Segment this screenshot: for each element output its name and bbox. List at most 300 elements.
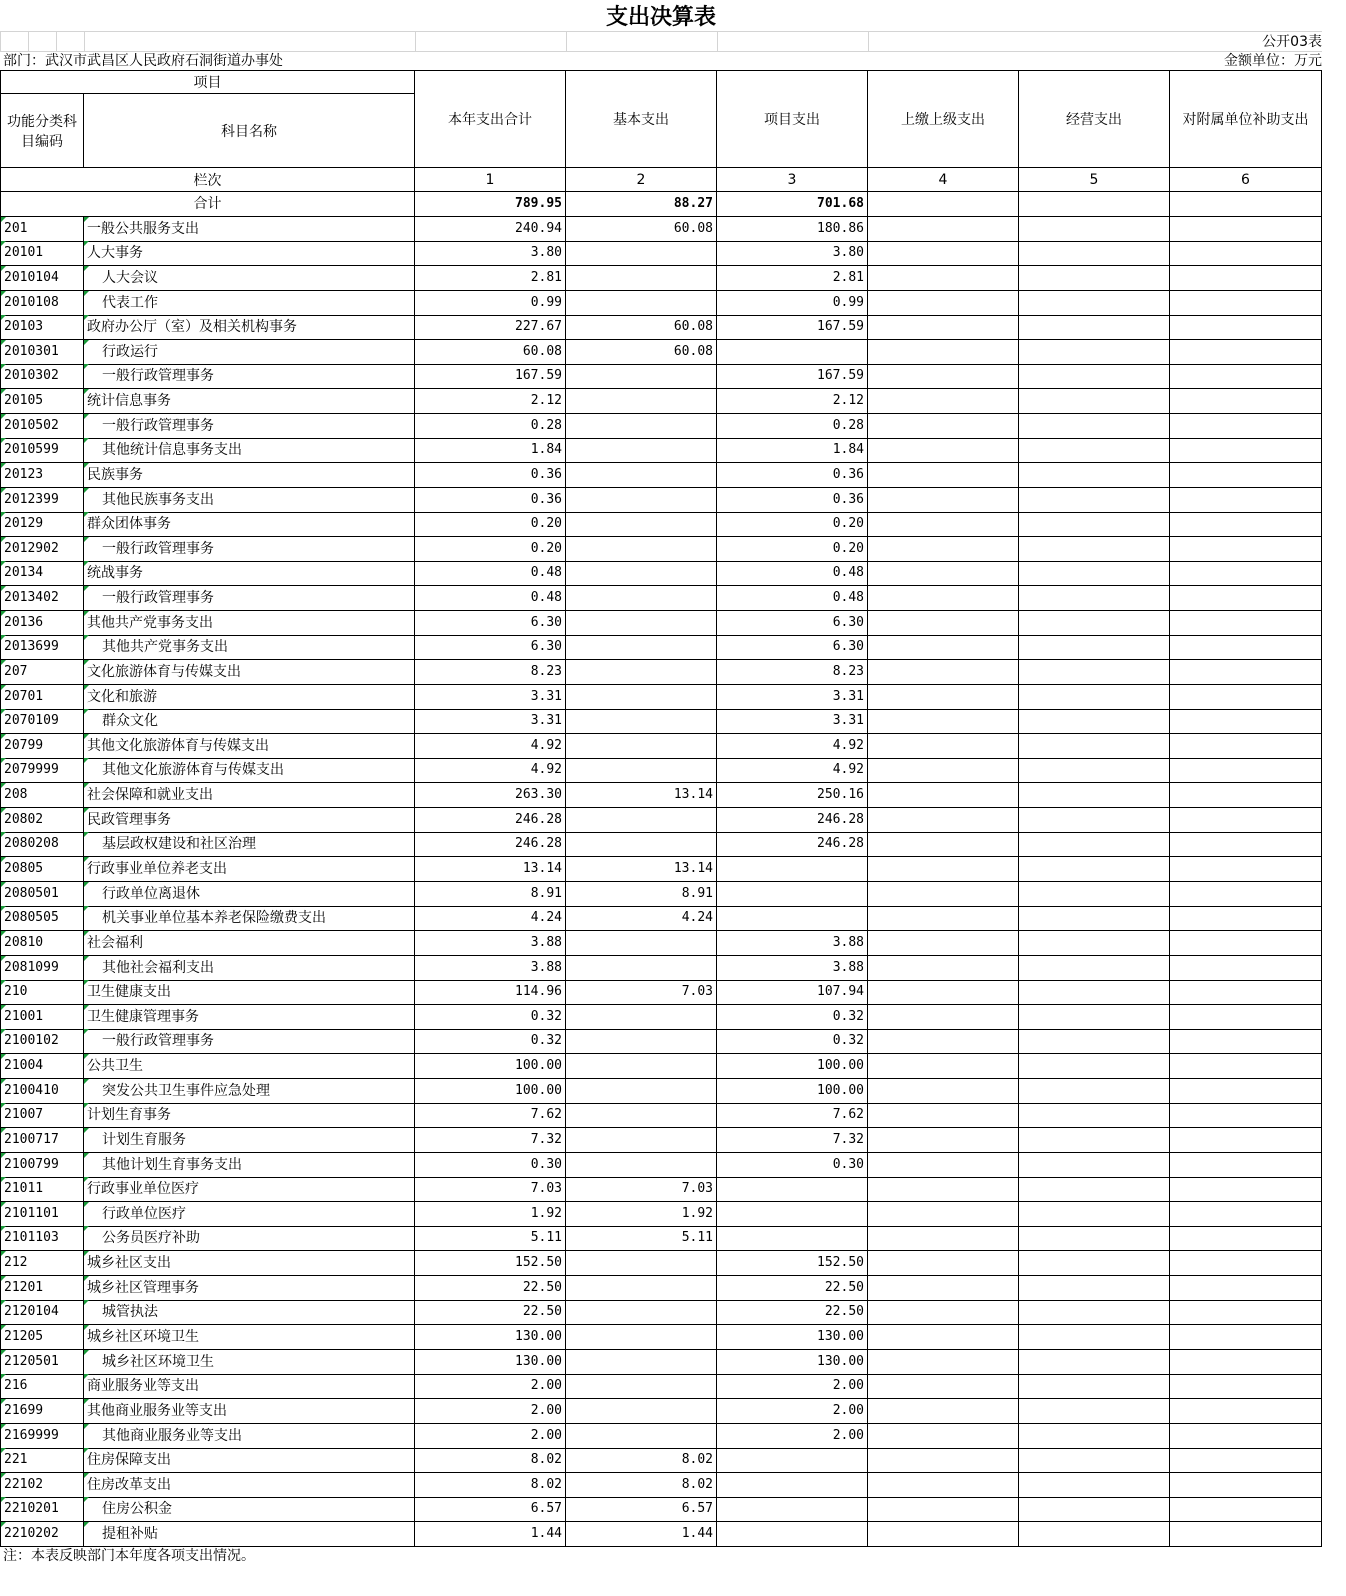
col3-cell-text: 3.31: [832, 713, 864, 729]
code-cell-text: 2210202: [4, 1526, 59, 1542]
name-cell: [84, 1226, 415, 1251]
col4-cell: [868, 808, 1019, 833]
cell-marker-icon: [84, 1029, 89, 1034]
table-row: [0, 1202, 1322, 1227]
col6-cell: [1170, 685, 1322, 710]
col3-cell-text: 1.84: [832, 442, 864, 458]
col6-cell: [1170, 783, 1322, 808]
col5-cell: [1019, 1153, 1170, 1178]
cell-marker-icon: [1, 857, 6, 862]
col1-cell: [415, 217, 566, 242]
name-cell: [84, 906, 415, 931]
cell-marker-icon: [84, 1424, 89, 1429]
col1-cell: [415, 414, 566, 439]
cell-marker-icon: [1, 1079, 6, 1084]
col1-cell: [415, 561, 566, 586]
cell-marker-icon: [1, 1424, 6, 1429]
cell-marker-icon: [1, 315, 6, 320]
code-cell: [0, 561, 84, 586]
col2-cell: [566, 808, 717, 833]
col1-cell: [415, 1522, 566, 1547]
col1-cell: [415, 734, 566, 759]
name-cell: [84, 660, 415, 685]
cell-marker-icon: [84, 1300, 89, 1305]
col3-cell-text: 3.80: [832, 245, 864, 261]
col3-cell-text: 167.59: [817, 319, 864, 335]
col5-cell: [1019, 906, 1170, 931]
col4-cell: [868, 1103, 1019, 1128]
table-row: [0, 709, 1322, 734]
col2-cell: [566, 685, 717, 710]
code-cell: [0, 340, 84, 365]
col3-cell: [717, 1300, 868, 1325]
cell-marker-icon: [84, 438, 89, 443]
col3-cell: [717, 1325, 868, 1350]
name-cell: [84, 217, 415, 242]
col6-cell: [1170, 758, 1322, 783]
code-cell: [0, 758, 84, 783]
name-cell: [84, 1325, 415, 1350]
code-cell: [0, 1029, 84, 1054]
col4-cell: [868, 1473, 1019, 1498]
col5-cell: [1019, 1399, 1170, 1424]
code-cell: [0, 315, 84, 340]
code-cell-text: 2080501: [4, 885, 59, 901]
cell-marker-icon: [1, 1473, 6, 1478]
code-cell: [0, 1325, 84, 1350]
col4-cell: [868, 1128, 1019, 1153]
col1-cell-text: 246.28: [515, 836, 562, 852]
col1-cell: [415, 685, 566, 710]
col6-cell: [1170, 1029, 1322, 1054]
col3-cell: [717, 1054, 868, 1079]
col2-cell: [566, 1103, 717, 1128]
cell-marker-icon: [1, 660, 6, 665]
cell-marker-icon: [84, 808, 89, 813]
col1-cell-text: 8.91: [530, 885, 562, 901]
col1-cell: [415, 438, 566, 463]
col3-cell-text: 8.23: [832, 663, 864, 679]
col3-cell-text: 130.00: [817, 1353, 864, 1369]
table-row: [0, 1005, 1322, 1030]
col5-cell: [1019, 1226, 1170, 1251]
col5-cell: [1019, 241, 1170, 266]
name-cell-text: 公共卫生: [87, 1058, 143, 1075]
col2-cell-text: 4.24: [681, 910, 713, 926]
col4-cell: [868, 1251, 1019, 1276]
cell-marker-icon: [84, 1473, 89, 1478]
cell-marker-icon: [84, 364, 89, 369]
col5-cell: [1019, 709, 1170, 734]
col1-cell-text: 100.00: [515, 1058, 562, 1074]
cell-marker-icon: [1, 611, 6, 616]
header-n3: 3: [717, 168, 868, 192]
name-cell: [84, 561, 415, 586]
col3-cell: [717, 1276, 868, 1301]
code-cell: [0, 586, 84, 611]
col1-cell-text: 114.96: [515, 984, 562, 1000]
col6-cell: [1170, 635, 1322, 660]
col2-cell-text: 13.14: [673, 787, 713, 803]
cell-marker-icon: [1, 1374, 6, 1379]
col3-cell-text: 100.00: [817, 1058, 864, 1074]
table-row: [0, 1350, 1322, 1375]
cell-marker-icon: [84, 1079, 89, 1084]
col3-cell: [717, 1029, 868, 1054]
col2-cell: [566, 783, 717, 808]
col5-cell: [1019, 758, 1170, 783]
header-col6: 对附属单位补助支出: [1170, 70, 1322, 168]
col2-cell-text: 1.44: [681, 1526, 713, 1542]
col1-cell: [415, 1128, 566, 1153]
col5-cell: [1019, 956, 1170, 981]
col1-cell-text: 8.02: [530, 1452, 562, 1468]
col5-cell: [1019, 1029, 1170, 1054]
cell-marker-icon: [84, 1226, 89, 1231]
col6-cell: [1170, 1054, 1322, 1079]
table-row: [0, 660, 1322, 685]
name-cell-text: 群众团体事务: [87, 516, 171, 533]
cell-marker-icon: [1, 364, 6, 369]
col1-cell-text: 1.92: [530, 1205, 562, 1221]
code-cell-text: 210: [4, 984, 28, 1000]
col1-cell: [415, 463, 566, 488]
col3-cell: [717, 1350, 868, 1375]
col3-cell: [717, 488, 868, 513]
col4-cell: [868, 241, 1019, 266]
cell-marker-icon: [84, 1399, 89, 1404]
name-cell-text: 计划生育事务: [87, 1107, 171, 1124]
cell-marker-icon: [1, 734, 6, 739]
code-cell: [0, 1424, 84, 1449]
col6-cell: [1170, 266, 1322, 291]
name-cell-text: 行政单位离退休: [102, 885, 200, 902]
code-cell: [0, 685, 84, 710]
code-cell: [0, 266, 84, 291]
col3-cell: [717, 734, 868, 759]
col6-cell: [1170, 1374, 1322, 1399]
col5-cell: [1019, 1005, 1170, 1030]
col3-cell-text: 0.30: [832, 1156, 864, 1172]
col1-cell: [415, 1054, 566, 1079]
col5-cell: [1019, 611, 1170, 636]
col1-cell-text: 22.50: [522, 1279, 562, 1295]
code-cell-text: 20805: [4, 861, 44, 876]
code-cell: [0, 241, 84, 266]
col4-cell: [868, 266, 1019, 291]
col3-cell-text: 6.30: [832, 639, 864, 655]
col2-cell: [566, 217, 717, 242]
col1-cell-text: 0.28: [530, 417, 562, 433]
col1-cell: [415, 389, 566, 414]
cell-marker-icon: [1, 586, 6, 591]
name-cell: [84, 758, 415, 783]
table-row: [0, 241, 1322, 266]
cell-marker-icon: [84, 1350, 89, 1355]
col2-cell: [566, 1448, 717, 1473]
col6-cell: [1170, 414, 1322, 439]
table-row: [0, 463, 1322, 488]
cell-marker-icon: [1, 241, 6, 246]
col3-cell: [717, 832, 868, 857]
code-cell: [0, 808, 84, 833]
col1-cell: [415, 660, 566, 685]
col5-cell: [1019, 1374, 1170, 1399]
name-cell-text: 其他统计信息事务支出: [102, 442, 242, 459]
col1-cell-text: 7.03: [530, 1181, 562, 1197]
col3-cell-text: 4.92: [832, 737, 864, 753]
cell-marker-icon: [84, 882, 89, 887]
col4-cell: [868, 512, 1019, 537]
col6-cell: [1170, 1251, 1322, 1276]
name-cell-text: 城乡社区环境卫生: [87, 1328, 199, 1345]
col1-cell-text: 3.88: [530, 959, 562, 975]
col4-cell: [868, 1153, 1019, 1178]
col1-cell-text: 4.92: [530, 762, 562, 778]
col1-cell-text: 0.48: [530, 590, 562, 606]
code-cell: [0, 389, 84, 414]
code-cell-text: 216: [4, 1378, 28, 1394]
col6-cell: [1170, 438, 1322, 463]
name-cell-text: 文化旅游体育与传媒支出: [87, 663, 241, 680]
cell-marker-icon: [84, 1153, 89, 1158]
col2-cell: [566, 561, 717, 586]
col2-cell-text: 5.11: [681, 1230, 713, 1246]
cell-marker-icon: [84, 1374, 89, 1379]
table-row: [0, 586, 1322, 611]
col3-cell: [717, 1251, 868, 1276]
code-cell: [0, 980, 84, 1005]
table-row: [0, 561, 1322, 586]
code-cell-text: 2010599: [4, 442, 59, 458]
code-cell-text: 2013699: [4, 639, 59, 655]
cell-marker-icon: [1, 832, 6, 837]
cell-marker-icon: [84, 586, 89, 591]
name-cell-text: 社会保障和就业支出: [87, 787, 213, 804]
code-cell: [0, 1522, 84, 1547]
col6-cell: [1170, 586, 1322, 611]
name-cell-text: 群众文化: [102, 713, 158, 730]
col1-cell-text: 0.30: [530, 1156, 562, 1172]
header-col1: 本年支出合计: [415, 70, 566, 168]
name-cell-text: 其他计划生育事务支出: [102, 1156, 242, 1173]
name-cell: [84, 857, 415, 882]
code-cell-text: 20101: [4, 245, 44, 261]
col3-cell: [717, 660, 868, 685]
cell-marker-icon: [84, 1251, 89, 1256]
cell-marker-icon: [84, 561, 89, 566]
col3-cell-text: 246.28: [817, 836, 864, 852]
col2-cell: [566, 832, 717, 857]
name-cell: [84, 1473, 415, 1498]
cell-marker-icon: [84, 1522, 89, 1527]
col2-cell-text: 8.02: [681, 1476, 713, 1492]
col3-cell: [717, 1005, 868, 1030]
col4-cell: [868, 1497, 1019, 1522]
col2-cell: [566, 906, 717, 931]
name-cell-text: 一般行政管理事务: [102, 368, 214, 385]
code-cell: [0, 1202, 84, 1227]
col2-cell: [566, 734, 717, 759]
table-row: [0, 1153, 1322, 1178]
col1-cell: [415, 709, 566, 734]
col3-cell-text: 0.36: [832, 466, 864, 482]
col2-cell: [566, 1128, 717, 1153]
col2-cell: [566, 364, 717, 389]
code-cell-text: 21007: [4, 1107, 44, 1123]
col5-cell: [1019, 488, 1170, 513]
code-cell-text: 20810: [4, 934, 44, 950]
col2-cell: [566, 1300, 717, 1325]
col3-cell-text: 2.00: [832, 1427, 864, 1443]
col6-cell: [1170, 1128, 1322, 1153]
col1-cell-text: 100.00: [515, 1082, 562, 1098]
cell-marker-icon: [1, 1350, 6, 1355]
col3-cell-text: 0.32: [832, 1033, 864, 1049]
name-cell-text: 其他文化旅游体育与传媒支出: [102, 762, 284, 779]
col2-cell: [566, 882, 717, 907]
name-cell: [84, 291, 415, 316]
col5-cell: [1019, 537, 1170, 562]
cell-marker-icon: [84, 1276, 89, 1281]
col5-cell: [1019, 266, 1170, 291]
col1-cell: [415, 758, 566, 783]
name-cell-text: 城乡社区环境卫生: [102, 1353, 214, 1370]
col1-cell-text: 2.00: [530, 1402, 562, 1418]
code-cell: [0, 783, 84, 808]
col3-cell-text: 130.00: [817, 1328, 864, 1344]
cell-marker-icon: [1, 1448, 6, 1453]
name-cell: [84, 586, 415, 611]
department-label: 部门：武汉市武昌区人民政府石洞街道办事处: [3, 53, 283, 69]
col6-cell: [1170, 1276, 1322, 1301]
col4-cell: [868, 734, 1019, 759]
table-row: [0, 635, 1322, 660]
col4-cell: [868, 660, 1019, 685]
cell-marker-icon: [84, 488, 89, 493]
col2-cell: [566, 291, 717, 316]
cell-marker-icon: [1, 1300, 6, 1305]
col2-cell: [566, 1374, 717, 1399]
col2-cell-text: 7.03: [681, 1181, 713, 1197]
cell-marker-icon: [1, 1226, 6, 1231]
col2-cell: [566, 438, 717, 463]
code-cell-text: 2081099: [4, 959, 59, 975]
table-row: [0, 685, 1322, 710]
code-cell-text: 208: [4, 787, 28, 803]
col2-cell-text: 8.91: [681, 885, 713, 901]
cell-marker-icon: [1, 783, 6, 788]
col4-cell: [868, 1029, 1019, 1054]
table-row: [0, 266, 1322, 291]
name-cell: [84, 882, 415, 907]
col1-cell: [415, 241, 566, 266]
col3-cell: [717, 1153, 868, 1178]
col1-cell-text: 0.99: [530, 294, 562, 310]
col3-cell: [717, 586, 868, 611]
col3-cell: [717, 857, 868, 882]
table-row: [0, 1128, 1322, 1153]
code-cell-text: 2080208: [4, 836, 59, 852]
form-number: 公开03表: [1262, 34, 1322, 50]
table-row: [0, 734, 1322, 759]
col2-cell: [566, 1350, 717, 1375]
col1-cell-text: 246.28: [515, 811, 562, 827]
table-row: [0, 808, 1322, 833]
col2-cell: [566, 512, 717, 537]
col1-cell: [415, 512, 566, 537]
code-cell-text: 2012399: [4, 491, 59, 507]
cell-marker-icon: [84, 709, 89, 714]
code-cell: [0, 1497, 84, 1522]
col1-cell-text: 13.14: [522, 861, 562, 876]
table-row: [0, 438, 1322, 463]
col6-cell: [1170, 1005, 1322, 1030]
col4-cell: [868, 758, 1019, 783]
cell-marker-icon: [84, 512, 89, 517]
code-cell-text: 221: [4, 1452, 28, 1468]
col5-cell: [1019, 1325, 1170, 1350]
col3-cell-text: 107.94: [817, 984, 864, 1000]
col1-cell: [415, 1251, 566, 1276]
name-cell: [84, 1202, 415, 1227]
col4-cell: [868, 1079, 1019, 1104]
col3-cell-text: 152.50: [817, 1255, 864, 1271]
name-cell: [84, 685, 415, 710]
col3-cell: [717, 709, 868, 734]
code-cell: [0, 1399, 84, 1424]
col2-cell: [566, 537, 717, 562]
col1-cell-text: 2.00: [530, 1378, 562, 1394]
col6-cell: [1170, 1300, 1322, 1325]
col6-cell: [1170, 1350, 1322, 1375]
cell-marker-icon: [84, 389, 89, 394]
col5-cell: [1019, 1054, 1170, 1079]
cell-marker-icon: [84, 783, 89, 788]
col6-cell: [1170, 1153, 1322, 1178]
col4-cell: [868, 217, 1019, 242]
col2-cell: [566, 488, 717, 513]
col4-cell: [868, 1054, 1019, 1079]
col5-cell: [1019, 660, 1170, 685]
col6-cell: [1170, 980, 1322, 1005]
col4-cell: [868, 1350, 1019, 1375]
cell-marker-icon: [1, 488, 6, 493]
table-row: [0, 956, 1322, 981]
table-row: [0, 340, 1322, 365]
code-cell: [0, 364, 84, 389]
col6-cell: [1170, 1177, 1322, 1202]
col6-cell: [1170, 217, 1322, 242]
code-cell: [0, 512, 84, 537]
cell-marker-icon: [1, 758, 6, 763]
col6-cell: [1170, 832, 1322, 857]
table-row: [0, 364, 1322, 389]
col5-cell: [1019, 832, 1170, 857]
cell-marker-icon: [84, 956, 89, 961]
code-cell-text: 2169999: [4, 1427, 59, 1443]
table-row: [0, 980, 1322, 1005]
col2-cell-text: 8.02: [681, 1452, 713, 1468]
col4-cell: [868, 832, 1019, 857]
table-row: [0, 1079, 1322, 1104]
cell-marker-icon: [1, 1399, 6, 1404]
name-cell-text: 其他民族事务支出: [102, 491, 214, 508]
col3-cell: [717, 1497, 868, 1522]
col4-cell: [868, 1399, 1019, 1424]
col1-cell-text: 2.00: [530, 1427, 562, 1443]
cell-marker-icon: [1, 561, 6, 566]
